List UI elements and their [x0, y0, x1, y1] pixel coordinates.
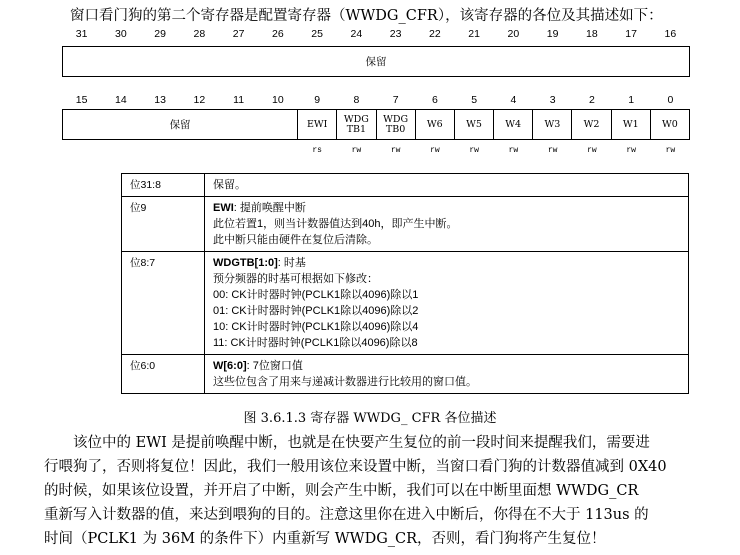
bit-number: 0 — [667, 94, 674, 106]
paragraph-line: 该位中的 EWI 是提前唤醒中断，也就是在快要产生复位的前一段时间来提醒我们，需要进 — [44, 435, 650, 451]
bit-number: 16 — [664, 28, 677, 40]
bit-number: 6 — [431, 94, 438, 106]
bit-number: 12 — [193, 94, 206, 106]
bit-number: 8 — [353, 94, 360, 106]
figure-caption: 图 3.6.1.3 寄存器 WWDG_ CFR 各位描述 — [243, 411, 497, 426]
field-w2: W2 — [572, 110, 611, 140]
access-label: rw — [587, 146, 597, 155]
bit-number: 13 — [154, 94, 166, 106]
bit-number: 18 — [586, 28, 598, 40]
bit-number: 9 — [314, 94, 321, 106]
access-label: rw — [469, 146, 479, 155]
bit-number: 21 — [468, 28, 480, 40]
field-name: W[6:0] — [213, 360, 247, 372]
bit-number: 27 — [232, 28, 245, 40]
upper-register-row — [62, 46, 690, 77]
description-line: 这些位包含了用来与递减计数器进行比较用的窗口值。 — [213, 376, 477, 388]
description-line: 10: CK计时器时钟(PCLK1除以4096)除以4 — [213, 321, 419, 333]
bit-number: 15 — [75, 94, 88, 106]
field-w3: W3 — [533, 110, 572, 140]
access-label: rw — [508, 146, 519, 155]
bit-number: 10 — [272, 94, 284, 106]
field-w0: W0 — [650, 110, 689, 140]
access-label: rw — [390, 146, 401, 155]
description-cell — [205, 355, 689, 394]
intro-text: 窗口看门狗的第二个寄存器是配置寄存器（WWDG_CFR），该寄存器的各位及其描述如下： — [70, 8, 663, 24]
field-w6: W6 — [415, 110, 454, 140]
field-ewi: EWI — [298, 110, 337, 140]
bit-number: 14 — [115, 94, 127, 106]
description-cell: 保留。 — [205, 174, 689, 197]
table-row — [122, 174, 689, 197]
bit-number: 1 — [628, 94, 635, 106]
field-title: : 时基 — [277, 257, 306, 269]
access-label: rw — [430, 146, 440, 155]
access-label: rw — [626, 146, 636, 155]
field-wdgtb0: WDG TB0 — [376, 110, 415, 140]
reserved-field-lower: 保留 — [63, 110, 298, 140]
bit-number: 7 — [392, 94, 399, 106]
access-types — [62, 146, 690, 158]
description-line: 00: CK计时器时钟(PCLK1除以4096)除以1 — [213, 289, 419, 301]
lower-bit-numbers — [62, 94, 690, 108]
bit-number: 11 — [233, 94, 245, 106]
description-line: 01: CK计时器时钟(PCLK1除以4096)除以2 — [213, 305, 419, 317]
description-line: 预分频器的时基可根据如下修改： — [213, 273, 378, 285]
bits-cell: 位8:7 — [122, 252, 205, 355]
access-label: rw — [351, 146, 362, 155]
field-wdgtb1: WDG TB1 — [337, 110, 376, 140]
bit-number: 31 — [75, 28, 88, 40]
bit-number: 5 — [471, 94, 478, 106]
table-row — [122, 197, 689, 252]
field-w4: W4 — [494, 110, 533, 140]
bit-number: 4 — [510, 94, 517, 106]
field-name: WDGTB[1:0] — [213, 257, 278, 269]
paragraph-line: 重新写入计数器的值，来达到喂狗的目的。注意这里你在进入中断后，你得在不大于 113us 的 — [44, 507, 649, 523]
paragraph-line: 行喂狗了，否则将复位！因此，我们一般用该位来设置中断，当窗口看门狗的计数器值减到 0X40 — [44, 459, 667, 475]
paragraph-line: 的时候，如果该位设置，并开启了中断，则会产生中断，我们可以在中断里面想 WWDG_CR — [44, 483, 639, 499]
table-row — [122, 355, 689, 394]
description-line: 此中断只能由硬件在复位后清除。 — [213, 234, 378, 246]
description-cell — [205, 252, 689, 355]
bit-number: 20 — [507, 28, 520, 40]
bit-number: 30 — [115, 28, 127, 40]
description-cell — [205, 197, 689, 252]
upper-bit-numbers — [62, 28, 690, 42]
bit-number: 17 — [625, 28, 637, 40]
lower-register-row — [62, 109, 690, 140]
field-w1: W1 — [611, 110, 650, 140]
bits-cell: 位6:0 — [122, 355, 205, 394]
reserved-field-upper: 保留 — [63, 47, 690, 77]
bit-number: 29 — [154, 28, 166, 40]
bit-number: 26 — [272, 28, 284, 40]
bits-cell: 位31:8 — [122, 174, 205, 197]
access-label: rw — [665, 146, 676, 155]
body-paragraph — [44, 431, 704, 551]
bits-cell: 位9 — [122, 197, 205, 252]
field-title: : 7位窗口值 — [246, 360, 303, 372]
access-label: rw — [547, 146, 558, 155]
bit-number: 28 — [193, 28, 206, 40]
bit-number: 19 — [546, 28, 559, 40]
bit-number: 2 — [588, 94, 595, 106]
bit-number: 25 — [311, 28, 323, 40]
description-line: 11: CK计时器时钟(PCLK1除以4096)除以8 — [213, 337, 418, 349]
bit-description-table — [121, 173, 689, 394]
bit-number: 3 — [549, 94, 556, 106]
description-line: 此位若置1，则当计数器值达到40h，即产生中断。 — [213, 218, 458, 230]
field-title: : 提前唤醒中断 — [233, 202, 306, 214]
access-label: rs — [312, 146, 322, 155]
bit-number: 23 — [389, 28, 402, 40]
paragraph-line: 时间（PCLK1 为 36M 的条件下）内重新写 WWDG_CR，否则，看门狗将产生复位！ — [44, 531, 606, 547]
table-row — [122, 252, 689, 355]
bit-number: 24 — [350, 28, 363, 40]
field-name: EWI — [213, 202, 234, 214]
field-w5: W5 — [454, 110, 493, 140]
bit-number: 22 — [429, 28, 441, 40]
